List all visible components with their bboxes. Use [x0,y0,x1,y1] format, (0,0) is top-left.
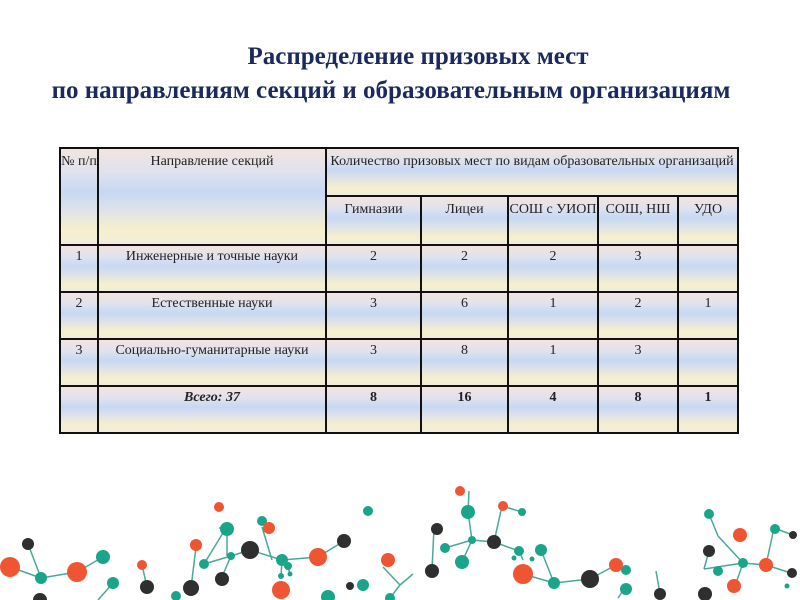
cell-lyceums: 6 [421,292,508,339]
row-direction: Социально-гуманитарные науки [98,339,326,386]
table-row [60,339,738,386]
header-udo: УДО [678,196,738,245]
title-line-1: Распределение призовых мест [247,43,589,70]
row-num: 2 [60,292,98,339]
title-line-2: по направлениям секций и образовательным организациям [51,77,731,104]
row-num: 1 [60,245,98,292]
cell-gymnasiums: 3 [326,292,421,339]
cell-udo [678,245,738,292]
total-udo: 1 [678,386,738,433]
header-num: № п/п [60,148,98,245]
table-row [60,245,738,292]
cell-sosh-uiop: 2 [508,245,598,292]
total-label: Всего: 37 [98,386,326,433]
header-sosh-nsh: СОШ, НШ [598,196,678,245]
cell-sosh-nsh: 2 [598,292,678,339]
cell-udo: 1 [678,292,738,339]
total-row [60,386,738,433]
row-direction: Инженерные и точные науки [98,245,326,292]
total-gymnasiums: 8 [326,386,421,433]
total-lyceums: 16 [421,386,508,433]
cell-sosh-nsh: 3 [598,339,678,386]
total-num [60,386,98,433]
header-gymnasiums: Гимназии [326,196,421,245]
header-group: Количество призовых мест по видам образовательных организаций [326,148,738,196]
total-sosh-uiop: 4 [508,386,598,433]
cell-gymnasiums: 2 [326,245,421,292]
cell-lyceums: 8 [421,339,508,386]
cell-lyceums: 2 [421,245,508,292]
prize-places-table [59,147,739,434]
cell-udo [678,339,738,386]
cell-gymnasiums: 3 [326,339,421,386]
header-sosh-uiop: СОШ с УИОП [508,196,598,245]
cell-sosh-nsh: 3 [598,245,678,292]
cell-sosh-uiop: 1 [508,339,598,386]
header-direction: Направление секций [98,148,326,245]
row-num: 3 [60,339,98,386]
page-title [0,40,800,108]
table-row [60,292,738,339]
row-direction: Естественные науки [98,292,326,339]
header-lyceums: Лицеи [421,196,508,245]
cell-sosh-uiop: 1 [508,292,598,339]
total-sosh-nsh: 8 [598,386,678,433]
molecule-decoration [0,470,800,600]
